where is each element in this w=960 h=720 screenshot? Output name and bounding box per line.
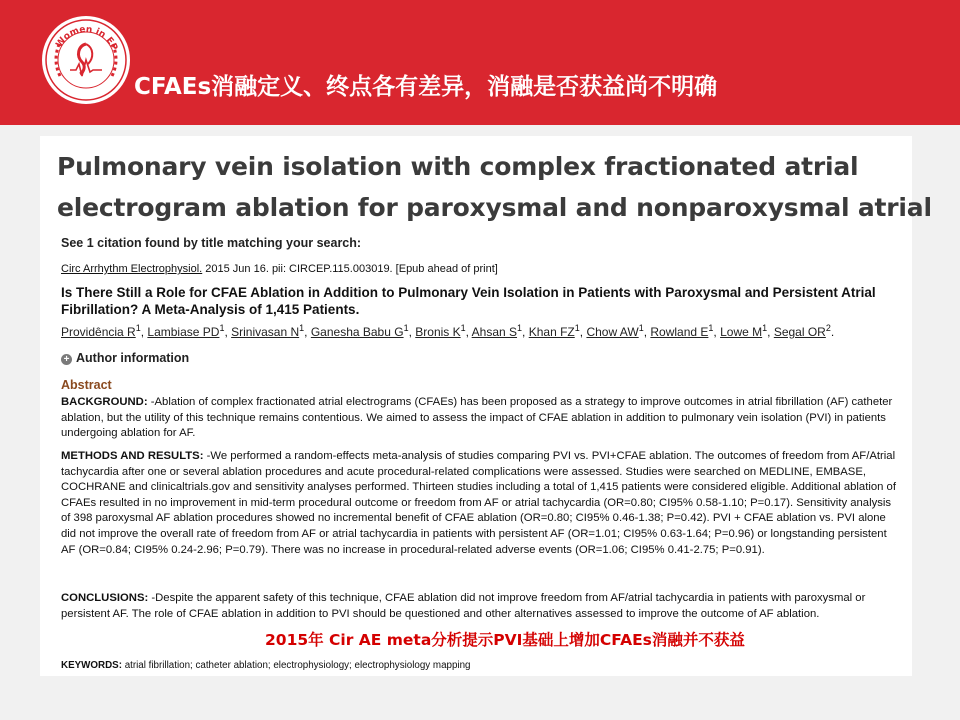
journal-link[interactable]: Circ Arrhythm Electrophysiol. [61,263,203,275]
author-affiliation-number: 1 [517,323,523,333]
abstract-conclusions [61,591,899,622]
article-title-line-1: Pulmonary vein isolation with complex fractionated atrial [57,152,859,181]
conclusions-text: -Despite the apparent safety of this technique, CFAE ablation did not improve freedom from AF/atrial tachycardia in patients with paroxysmal or persistent AF. The role of CFAE ablation in addition to PVI should be questioned and other alternatives assessed to improve the outcome of AF ablation. [61,592,866,620]
author-link[interactable]: Chow AW [586,325,639,339]
author-link[interactable]: Srinivasan N [231,325,300,339]
author-list: Providência $R^1$, Lambiase $PD^1$, Srinivasan $N^1$, Ganesha Babu $G^1$, Bronis $K^1$, Ahsan $S^1$, Khan $FZ^1$, Chow $AW^1$, Rowland $E^1$, Lowe $M^1$, Segal $OR^2$. [61,323,835,339]
author-link[interactable]: Ganesha Babu G [310,325,404,339]
author-link[interactable]: Lambiase PD [147,325,220,339]
keywords-text: atrial fibrillation; catheter ablation; electrophysiology; electrophysiology mapping [121,660,471,671]
keywords-line [61,660,471,671]
author-affiliation-number: 1 [460,323,466,333]
conclusions-label: CONCLUSIONS: [61,592,149,604]
author-affiliation-number: 1 [299,323,305,333]
logo-text: Women in EP [54,24,119,53]
author-affiliation-number: 2 [825,323,831,333]
background-text: -Ablation of complex fractionated atrial electrograms (CFAEs) has been proposed as a strategy to improve outcomes in atrial fibrillation (AF) catheter ablation, but the utility of this technique remains contentious. We aimed to assess the impact of CFAE ablation in addition to pulmonary vein isolation (PVI) in patients undergoing ablation for AF. [61,396,893,440]
author-link[interactable]: Segal OR [773,325,826,339]
background-label: BACKGROUND: [61,396,148,408]
author-affiliation-number: 1 [762,323,768,333]
author-information-toggle[interactable] [61,351,189,365]
journal-line [61,263,498,275]
paper-title: Is There Still a Role for CFAE Ablation in Addition to Pulmonary Vein Isolation in Patients with Paroxysmal and Persistent Atrial Fibrillation? A Meta-Analysis of 1,415 Patients. [61,285,876,317]
abstract-heading: Abstract [61,378,112,392]
author-information-label: Author information [76,351,190,365]
slide-title: CFAEs消融定义、终点各有差异，消融是否获益尚不明确 [134,74,718,100]
author-link[interactable]: Khan FZ [528,325,575,339]
methods-label: METHODS AND RESULTS: [61,450,204,462]
author-affiliation-number: 1 [638,323,644,333]
author-affiliation-number: 1 [574,323,580,333]
header-banner [0,0,960,125]
author-affiliation-number: 1 [403,323,409,333]
women-in-ep-logo-icon [40,14,132,106]
expand-plus-icon[interactable]: + [61,354,72,365]
author-link[interactable]: Lowe M [720,325,763,339]
keywords-label: KEYWORDS: [61,660,122,671]
author-affiliation-number: 1 [135,323,141,333]
citation-found-text: See 1 citation found by title matching your search: [61,236,362,250]
author-link[interactable]: Providência R [61,325,136,339]
author-link[interactable]: Bronis K [415,325,461,339]
highlight-note: 2015年 Cir AE meta分析提示PVI基础上增加CFAEs消融并不获益 [262,628,748,650]
abstract-methods-results [61,449,899,558]
journal-details: 2015 Jun 16. pii: CIRCEP.115.003019. [Epub ahead of print] [202,263,498,275]
article-title-line-2: electrogram ablation for paroxysmal and nonparoxysmal atrial [57,193,932,222]
author-affiliation-number: 1 [708,323,714,333]
abstract-background [61,395,899,442]
author-affiliation-number: 1 [219,323,225,333]
author-link[interactable]: Ahsan S [471,325,518,339]
author-link[interactable]: Rowland E [650,325,709,339]
methods-text: -We performed a random-effects meta-analysis of studies comparing PVI vs. PVI+CFAE ablation. The outcomes of freedom from AF/Atrial tachycardia after one or several ablation procedures and acute procedural-related complications were assessed. Studies were searched on MEDLINE, EMBASE, COCHRANE and clinicaltrials.gov and sensitivity analyses performed. Thirteen studies including a total of 1,415 patients were considered eligible. Additional ablation of CFAEs resulted in no improvement in mid-term procedural outcome or freedom from AF or atrial tachycardia (OR=0.80; CI95% 0.58-1.10; P=0.17). Sensitivity analysis of 398 paroxysmal AF ablation procedures showed no incremental benefit of CFAE ablation (OR=0.80; CI95% 0.46-1.38; P=0.42). PVI + CFAE ablation vs. PVI alone did not improve the overall rate of freedom from AF or atrial tachycardia in patients with persistent AF (OR=1.01; CI95% 0.63-1.64; P=0.96) or longstanding persistent AF (OR=0.84; CI95% 0.24-2.96; P=0.79). There was no increase in procedural-related adverse events (OR=1.06; CI95% 0.41-2.75; P=0.91). [61,450,896,556]
